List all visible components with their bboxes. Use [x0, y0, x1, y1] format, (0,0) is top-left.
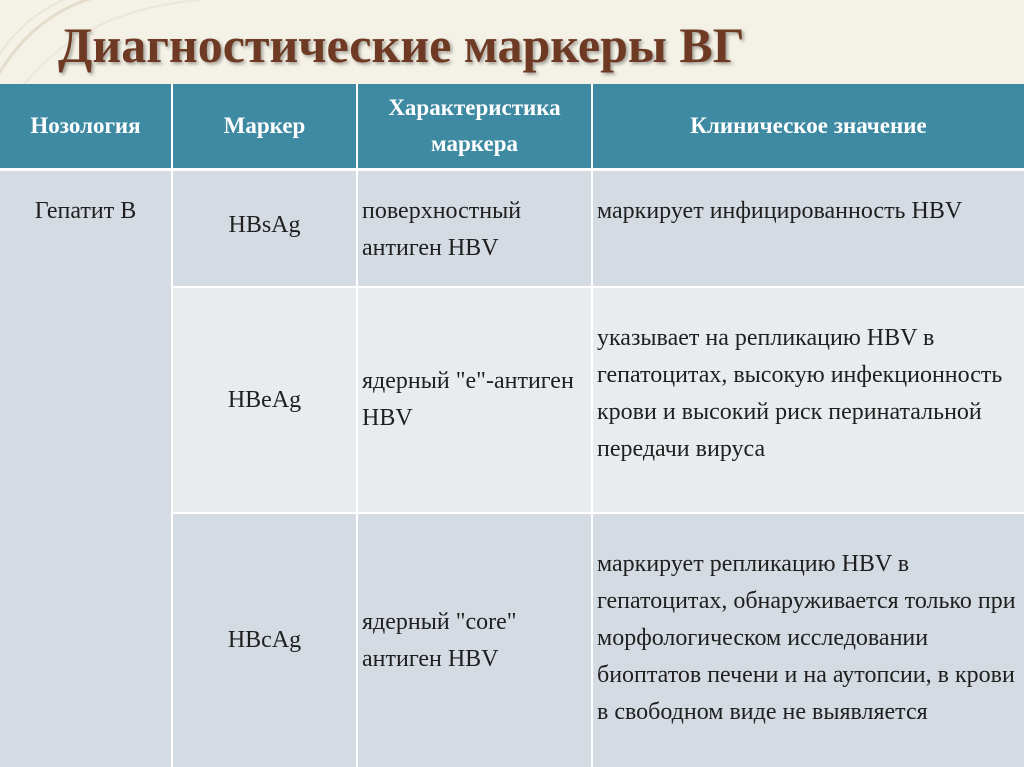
header-nosology: Нозология	[0, 84, 172, 169]
clinical-cell: маркирует инфицированность HBV	[592, 169, 1024, 287]
slide-title: Диагностические маркеры ВГ	[58, 17, 745, 73]
table-header-row	[0, 84, 1024, 169]
header-clinical-significance: Клиническое значение	[592, 84, 1024, 169]
clinical-cell: маркирует репликацию HBV в гепатоцитах, обнаруживается только при морфологическом исследовании биоптатов печени и на аутопсии, в крови в свободном виде не выявляется	[592, 513, 1024, 767]
characteristic-cell: поверхностный антиген HBV	[357, 169, 592, 287]
markers-table-container	[0, 84, 1024, 767]
marker-cell: HBeAg	[172, 287, 357, 513]
header-marker: Маркер	[172, 84, 357, 169]
nosology-cell: Гепатит В	[0, 169, 172, 767]
characteristic-cell: ядерный "e"-антиген HBV	[357, 287, 592, 513]
marker-cell: HBsAg	[172, 169, 357, 287]
table-row	[0, 169, 1024, 287]
marker-cell: HBcAg	[172, 513, 357, 767]
header-characteristic: Характеристика маркера	[357, 84, 592, 169]
clinical-cell: указывает на репликацию HBV в гепатоцитах, высокую инфекционность крови и высокий риск перинатальной передачи вируса	[592, 287, 1024, 513]
characteristic-cell: ядерный "core" антиген HBV	[357, 513, 592, 767]
markers-table	[0, 84, 1024, 767]
